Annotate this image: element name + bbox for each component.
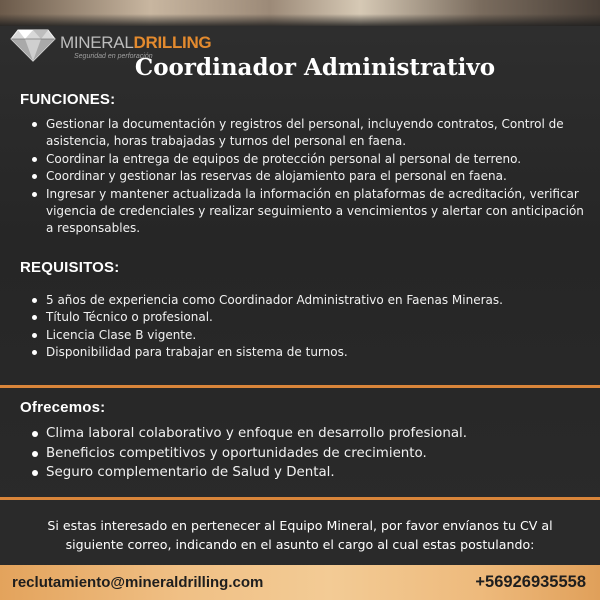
ofrecemos-list: [28, 424, 588, 483]
list-item: Licencia Clase B vigente.: [28, 327, 588, 344]
requisitos-heading: REQUISITOS:: [20, 259, 120, 276]
list-item: 5 años de experiencia como Coordinador Administrativo en Faenas Mineras.: [28, 292, 588, 309]
funciones-heading: FUNCIONES:: [20, 91, 116, 108]
closing-line-1: Si estas interesado en pertenecer al Equipo Mineral, por favor envíanos tu CV al: [47, 518, 553, 533]
closing-message: [20, 516, 580, 554]
header-photo-shade: [0, 14, 600, 26]
ofrecemos-heading: Ofrecemos:: [20, 399, 106, 416]
list-item: Seguro complementario de Salud y Dental.: [28, 463, 588, 483]
logo-wordmark: [60, 33, 211, 53]
funciones-list: [28, 116, 588, 238]
list-item: Disponibilidad para trabajar en sistema de turnos.: [28, 344, 588, 361]
list-item: Coordinar la entrega de equipos de protección personal al personal de terreno.: [28, 151, 588, 168]
logo-word-mineral: MINERAL: [60, 33, 134, 52]
logo-word-drilling: DRILLING: [133, 33, 212, 52]
contact-email-link[interactable]: reclutamiento@mineraldrilling.com: [12, 574, 264, 591]
section-divider: [0, 385, 600, 388]
contact-phone-link[interactable]: +56926935558: [475, 573, 586, 591]
closing-line-2: siguiente correo, indicando en el asunto el cargo al cual estas postulando:: [65, 537, 535, 552]
list-item: Gestionar la documentación y registros del personal, incluyendo contratos, Control de asistencia, horas trabajadas y turnos del personal en faena.: [28, 116, 588, 151]
logo-tagline: Seguridad en perforación: [74, 53, 153, 60]
contact-footer: [0, 565, 600, 600]
requisitos-list: [28, 292, 588, 362]
list-item: Clima laboral colaborativo y enfoque en desarrollo profesional.: [28, 424, 588, 444]
section-divider: [0, 497, 600, 500]
list-item: Ingresar y mantener actualizada la información en plataformas de acreditación, verificar vigencia de credenciales y realizar seguimiento a vencimientos y alertar con anticipación a responsables.: [28, 186, 588, 238]
list-item: Coordinar y gestionar las reservas de alojamiento para el personal en faena.: [28, 168, 588, 185]
list-item: Título Técnico o profesional.: [28, 309, 588, 326]
list-item: Beneficios competitivos y oportunidades de crecimiento.: [28, 444, 588, 464]
page-title: Coordinador Administrativo: [134, 54, 496, 81]
